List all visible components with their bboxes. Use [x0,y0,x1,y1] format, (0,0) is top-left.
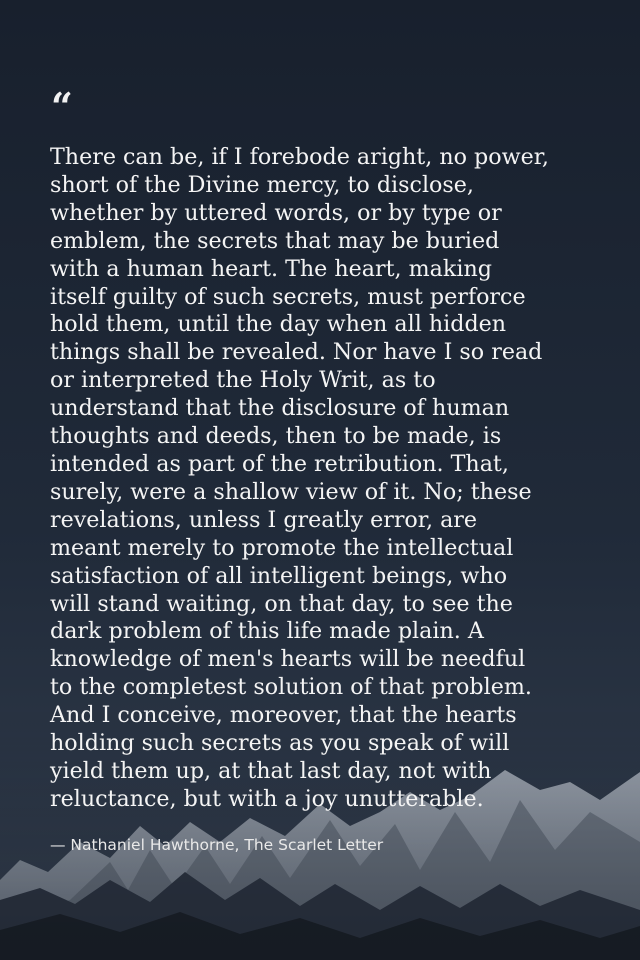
quote-attribution: — Nathaniel Hawthorne, The Scarlet Letter [50,835,384,854]
quote-mark-icon: “ [51,84,73,129]
quote-card [50,84,610,854]
quote-text: There can be, if I forebode aright, no power, short of the Divine mercy, to disclose, whether by uttered words, or by type or emblem, the secrets that may be buried with a human heart. The heart, making itself guilty of such secrets, must perforce hold them, until the day when all hidden things shall be revealed. Nor have I so read or interpreted the Holy Writ, as to understand that the disclosure of human thoughts and deeds, then to be made, is intended as part of the retribution. That, surely, were a shallow view of it. No; these revelations, unless I greatly error, are meant merely to promote the intellectual satisfaction of all intelligent beings, who will stand waiting, on that day, to see the dark problem of this life made plain. A knowledge of men's hearts will be needful to the completest solution of that problem. And I conceive, moreover, that the hearts holding such secrets as you speak of will yield them up, at that last day, not with reluctance, but with a joy unutterable. [50,144,549,812]
